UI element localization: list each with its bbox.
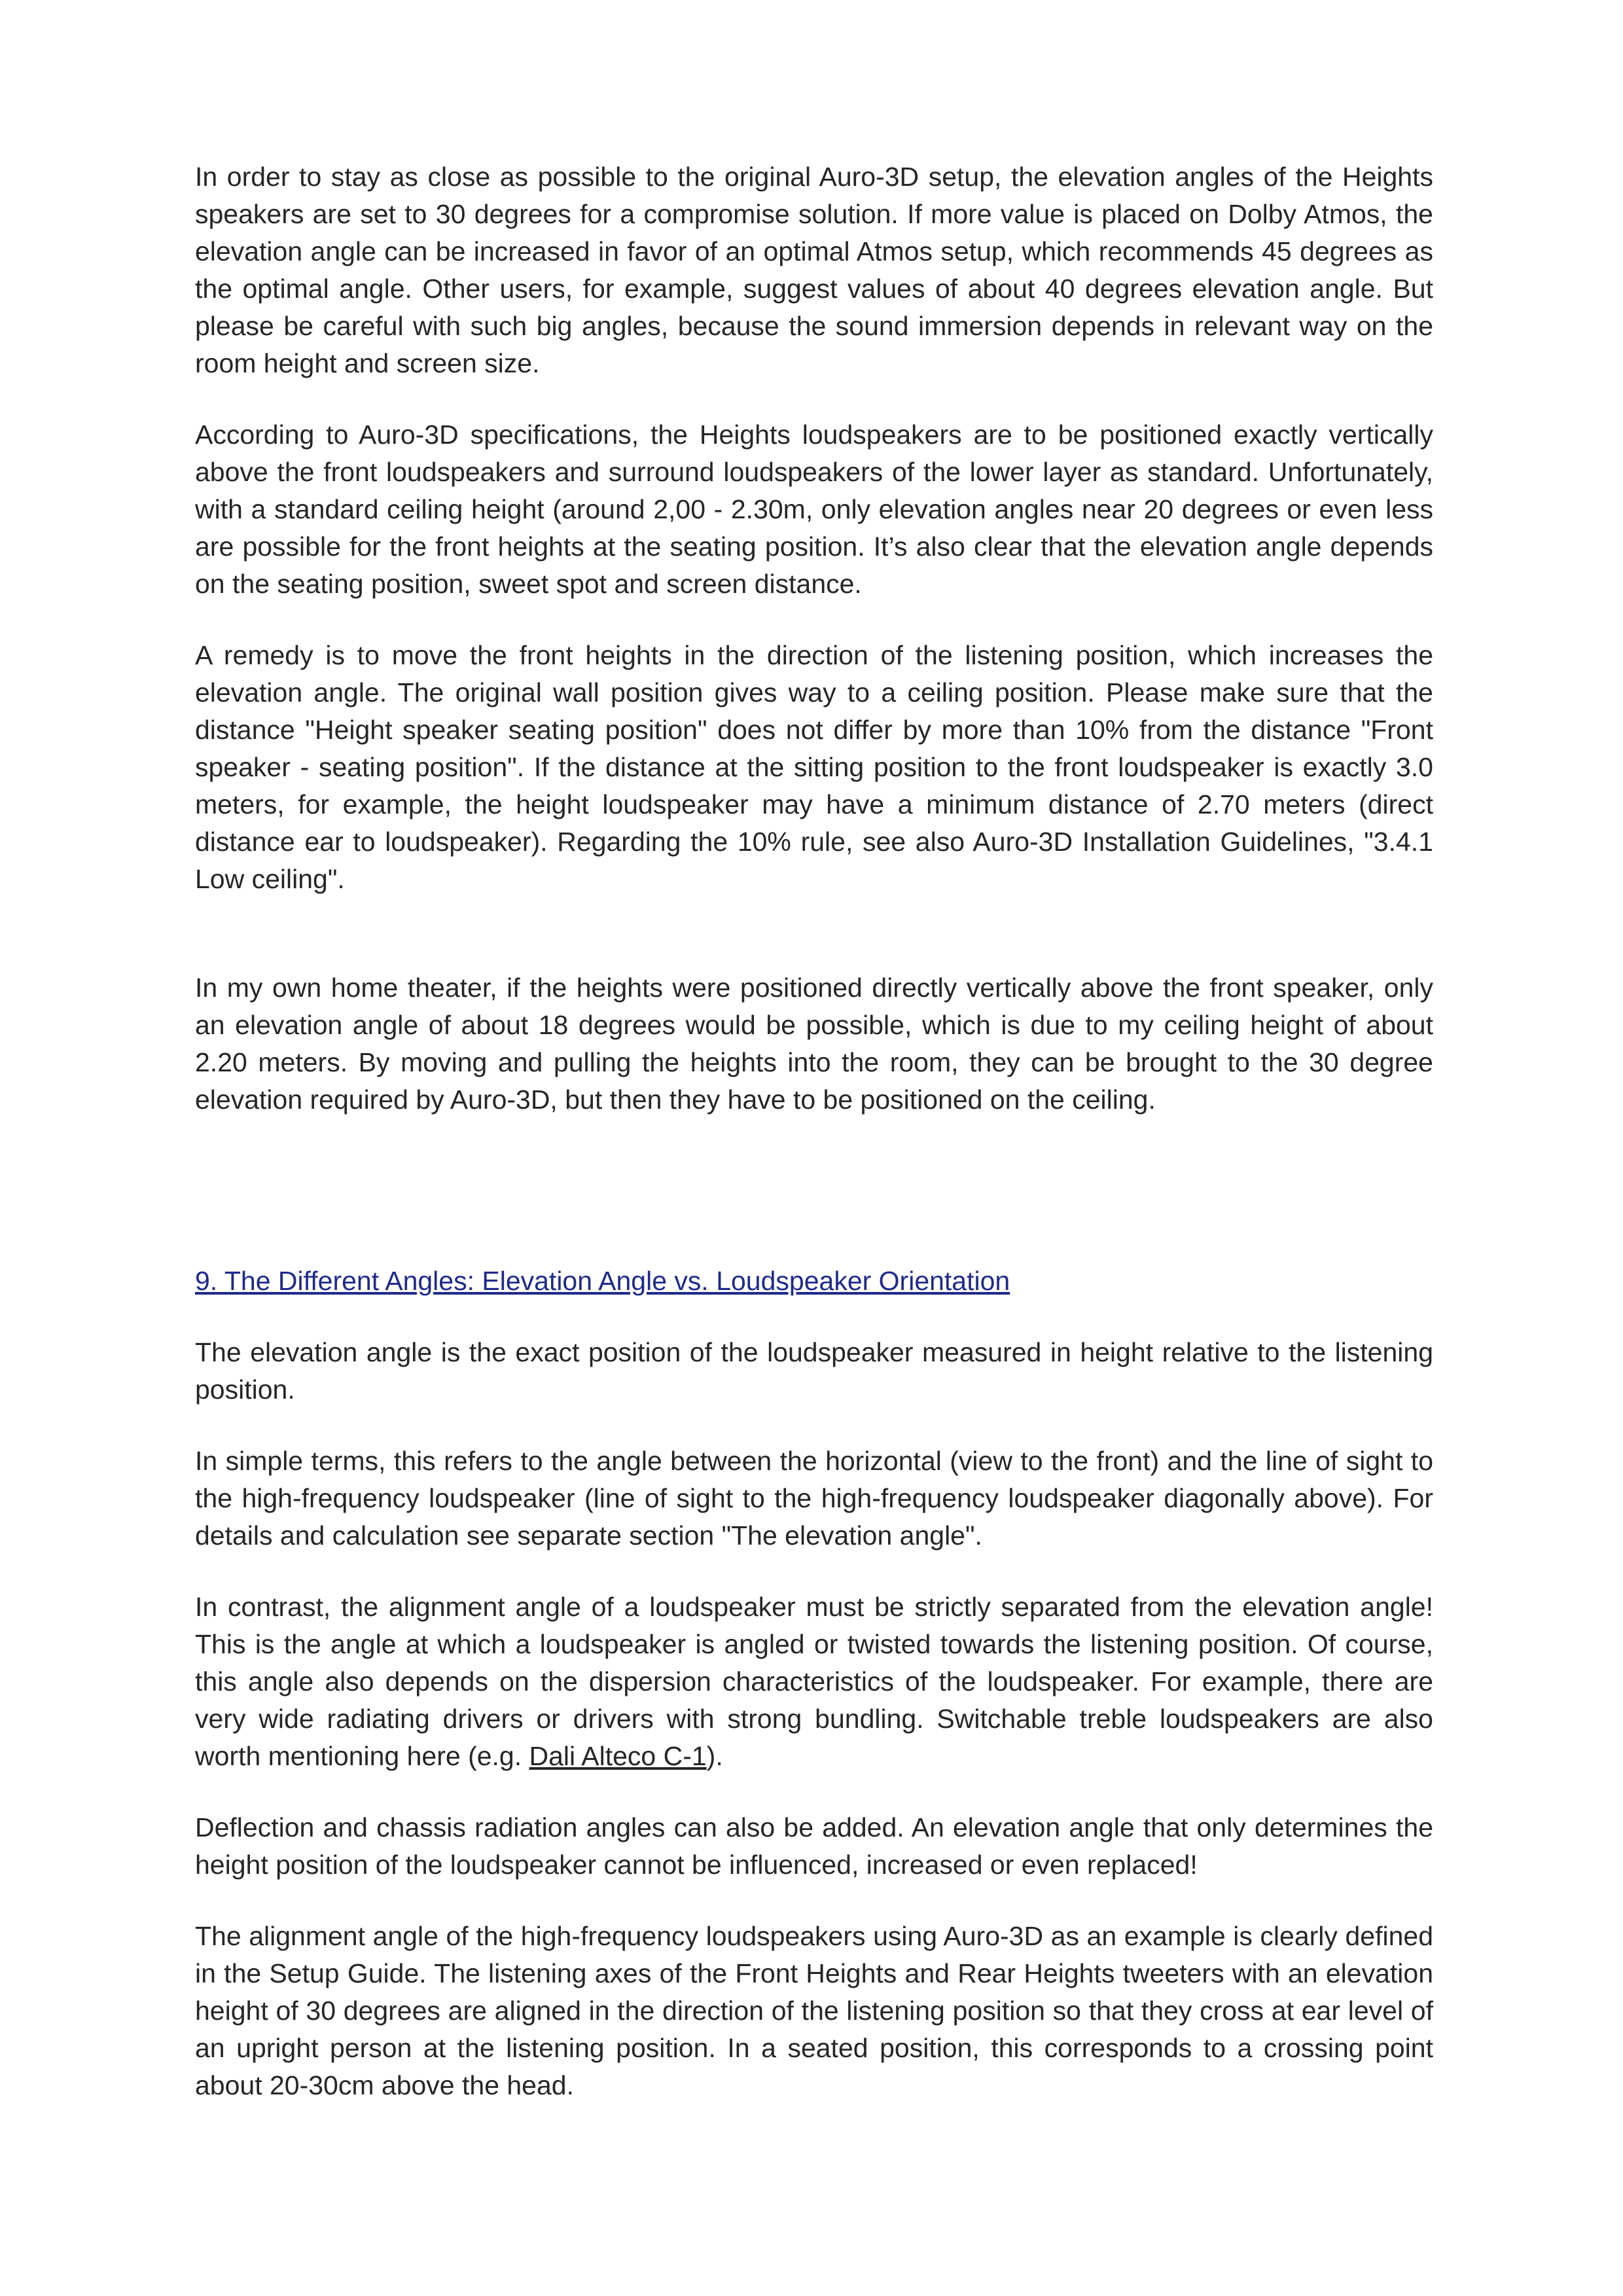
paragraph-home-theater: In my own home theater, if the heights were positioned directly vertically above the front speaker, only an elevation angle of about 18 degrees would be possible, which is due to my ceiling height of about 2.20 meters. By moving and pulling the heights into the room, they can be brought to the 30 degree elevation required by Auro-3D, but then they have to be positioned on the ceiling. <box>195 973 1433 1115</box>
section-heading-link[interactable]: 9. The Different Angles: Elevation Angle vs. Loudspeaker Orientation <box>195 1266 1010 1296</box>
paragraph-setup-guide: The alignment angle of the high-frequency loudspeakers using Auro-3D as an example is clearly defined in the Setup Guide. The listening axes of the Front Heights and Rear Heights tweeters with an elevation height of 30 degrees are aligned in the direction of the listening position so that they cross at ear level of an upright person at the listening position. In a seated position, this corresponds to a crossing point about 20-30cm above the head. <box>195 1921 1433 2100</box>
paragraph-auro-specifications: According to Auro-3D specifications, the Heights loudspeakers are to be positioned exactly vertically above the front loudspeakers and surround loudspeakers of the lower layer as standard. Unfortunately, with a standard ceiling height (around 2,00 - 2.30m, only elevation angles near 20 degrees or even less are possible for the front heights at the seating position. It’s also clear that the elevation angle depends on the seating position, sweet spot and screen distance. <box>195 420 1433 599</box>
paragraph-deflection: Deflection and chassis radiation angles can also be added. An elevation angle that only determines the height position of the loudspeaker cannot be influenced, increased or even replaced! <box>195 1812 1433 1880</box>
paragraph-elevation-compromise: In order to stay as close as possible to the original Auro-3D setup, the elevation angles of the Heights speakers are set to 30 degrees for a compromise solution. If more value is placed on Dolby Atmos, the elevation angle can be increased in favor of an optimal Atmos setup, which recommends 45 degrees as the optimal angle. Other users, for example, suggest values of about 40 degrees elevation angle. But please be careful with such big angles, because the sound immersion depends in relevant way on the room height and screen size. <box>195 162 1433 378</box>
alignment-text: In contrast, the alignment angle of a loudspeaker must be strictly separated from the elevation angle! This is the angle at which a loudspeaker is angled or twisted towards the listening position. Of course, this angle also depends on the dispersion characteristics of the loudspeaker. For example, there are very wide radiating drivers or drivers with strong bundling. Switchable treble loudspeakers are also worth mentioning here (e.g. <box>195 1592 1433 1771</box>
paragraph-simple-terms: In simple terms, this refers to the angle between the horizontal (view to the front) and the line of sight to the high-frequency loudspeaker (line of sight to the high-frequency loudspeaker diagonally above). For details and calculation see separate section "The elevation angle". <box>195 1446 1433 1551</box>
paragraph-alignment-angle <box>195 1588 1433 1775</box>
paragraph-elevation-definition: The elevation angle is the exact position of the loudspeaker measured in height relative to the listening position. <box>195 1337 1433 1405</box>
paragraph-remedy: A remedy is to move the front heights in the direction of the listening position, which increases the elevation angle. The original wall position gives way to a ceiling position. Please make sure that the distance "Height speaker seating position" does not differ by more than 10% from the distance "Front speaker - seating position". If the distance at the sitting position to the front loudspeaker is exactly 3.0 meters, for example, the height loudspeaker may have a minimum distance of 2.70 meters (direct distance ear to loudspeaker). Regarding the 10% rule, see also Auro-3D Installation Guidelines, "3.4.1 Low ceiling". <box>195 640 1433 894</box>
document-body <box>195 158 1433 2104</box>
dali-alteco-link[interactable]: Dali Alteco C-1 <box>529 1741 707 1771</box>
alignment-text-end: ). <box>706 1741 723 1771</box>
